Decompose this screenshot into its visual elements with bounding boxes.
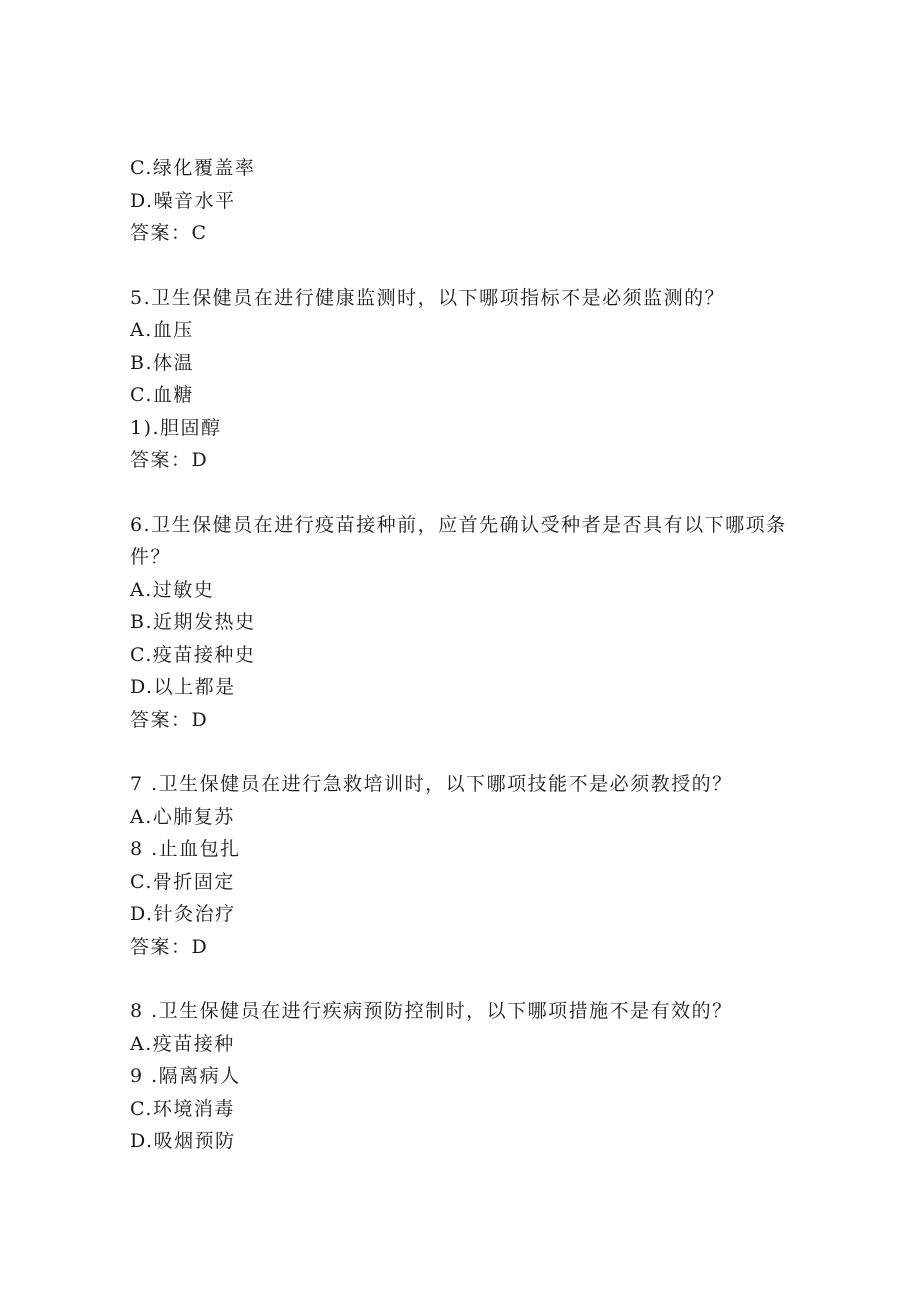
option-b: B.近期发热史 bbox=[130, 611, 256, 633]
option-c: C.血糖 bbox=[130, 384, 194, 406]
option-c: C.疫苗接种史 bbox=[130, 643, 256, 666]
option-a: A.过敏史 bbox=[130, 578, 215, 601]
option-a: A.疫苗接种 bbox=[130, 1032, 235, 1055]
question-5: 5.卫生保健员在进行健康监测时，以下哪项指标不是必须监测的？ bbox=[130, 286, 726, 309]
answer: 答案：C bbox=[130, 222, 208, 244]
question-8: 8 .卫生保健员在进行疾病预防控制时，以下哪项措施不是有效的？ bbox=[130, 1000, 733, 1022]
answer: 答案：D bbox=[130, 708, 209, 731]
answer: 答案：D bbox=[130, 935, 209, 958]
document-page bbox=[130, 152, 790, 1158]
option-c: C.绿化覆盖率 bbox=[130, 157, 256, 179]
option-c: C.环境消毒 bbox=[130, 1097, 235, 1120]
option-b: B.体温 bbox=[130, 351, 195, 374]
option-d: D.吸烟预防 bbox=[130, 1130, 236, 1152]
option-a: A.血压 bbox=[130, 319, 194, 341]
option-d: 1).胆固醇 bbox=[130, 416, 222, 439]
question-7: 7 .卫生保健员在进行急救培训时，以下哪项技能不是必须教授的？ bbox=[130, 773, 733, 795]
option-b: 9 .隔离病人 bbox=[130, 1065, 241, 1087]
option-b: 8 .止血包扎 bbox=[130, 838, 241, 860]
question-6: 6.卫生保健员在进行疫苗接种前，应首先确认受种者是否具有以下哪项条件？ bbox=[130, 513, 787, 568]
answer: 答案：D bbox=[130, 449, 209, 471]
option-c: C.骨折固定 bbox=[130, 870, 235, 893]
option-d: D.以上都是 bbox=[130, 676, 236, 698]
option-a: A.心肺复苏 bbox=[130, 805, 235, 828]
option-d: D.噪音水平 bbox=[130, 189, 236, 212]
option-d: D.针灸治疗 bbox=[130, 903, 236, 925]
